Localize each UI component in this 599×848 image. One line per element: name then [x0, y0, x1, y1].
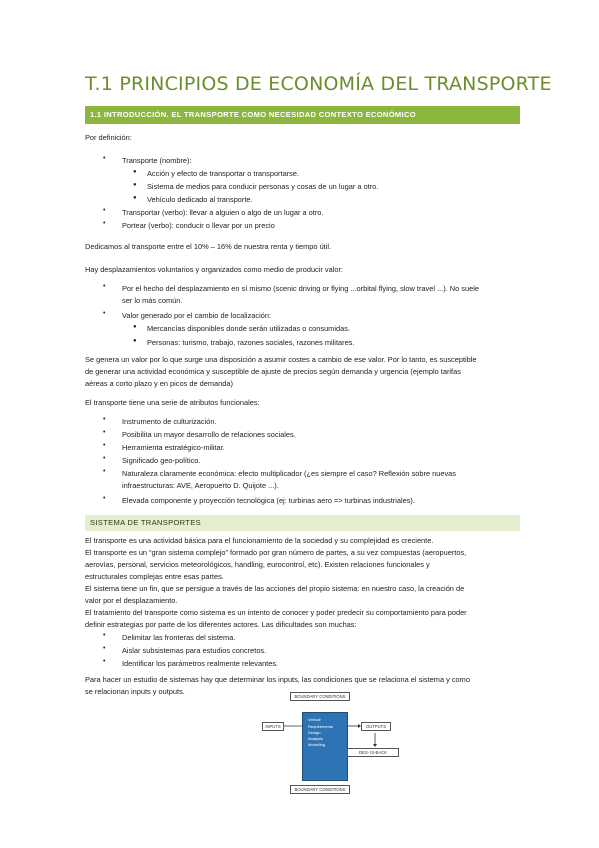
list-item: Elevada componente y proyección tecnológica (ej: turbinas aero => turbinas industriales).: [122, 496, 415, 505]
list-item: Significado geo-político.: [122, 456, 201, 465]
paragraph: valor por el desplazamiento.: [85, 596, 178, 605]
list-item: Transportar (verbo): llevar a alguien o algo de un lugar a otro.: [122, 208, 324, 217]
list-item: Personas: turismo, trabajo, razones sociales, razones militares.: [147, 338, 355, 347]
bullet-icon: ●: [133, 169, 137, 175]
bullet-icon: ●: [133, 182, 137, 188]
list-item: Acción y efecto de transportar o transportarse.: [147, 169, 299, 178]
system-item: Requirements: [308, 724, 333, 729]
bullet-icon: •: [103, 442, 106, 449]
paragraph: Dedicamos al transporte entre el 10% – 16% de nuestra renta y tiempo útil.: [85, 242, 332, 251]
system-item: Modelling: [308, 742, 326, 747]
bullet-icon: •: [103, 632, 106, 639]
bullet-icon: •: [103, 658, 106, 665]
bullet-icon: •: [103, 455, 106, 462]
page-title: T.1 PRINCIPIOS DE ECONOMÍA DEL TRANSPORTE: [85, 73, 552, 95]
paragraph: Para hacer un estudio de sistemas hay que determinar los inputs, las condiciones que se relaciona el sistema y como: [85, 675, 470, 684]
boundary-conditions-bottom: BOUNDARY CONDITIONS: [290, 785, 350, 794]
paragraph: definir estrategias por parte de los diferentes actores. Las dificultades son muchas:: [85, 620, 357, 629]
list-item: Instrumento de culturización.: [122, 417, 217, 426]
system-box: [302, 712, 348, 781]
bullet-icon: ●: [133, 195, 137, 201]
bullet-icon: •: [103, 155, 106, 162]
section-heading-introduccion: 1.1 INTRODUCCIÓN. EL TRANSPORTE COMO NECESIDAD CONTEXTO ECONÓMICO: [85, 106, 520, 124]
list-item: Transporte (nombre):: [122, 156, 192, 165]
list-item: Delimitar las fronteras del sistema.: [122, 633, 236, 642]
paragraph: El sistema tiene un fin, que se persigue a través de las acciones del propio sistema: en nuestro caso, la creación de: [85, 584, 465, 593]
list-item: Mercancías disponibles donde serán utilizadas o consumidas.: [147, 324, 350, 333]
paragraph: Hay desplazamientos voluntarios y organizados como medio de producir valor:: [85, 265, 343, 274]
bullet-icon: •: [103, 416, 106, 423]
list-item: Portear (verbo): conducir o llevar por un precio: [122, 221, 275, 230]
list-item: Identificar los parámetros realmente relevantes.: [122, 659, 279, 668]
paragraph: se relacionan inputs y outputs.: [85, 687, 185, 696]
outputs-label: OUTPUTS: [361, 722, 391, 731]
paragraph: El transporte es un “gran sistema complejo” formado por gran número de partes, a su vez compuestas (aeropuertos,: [85, 548, 467, 557]
bullet-icon: •: [103, 468, 106, 475]
paragraph: El tratamiento del transporte como sistema es un intento de conocer y poder predecir su comportamiento para poder: [85, 608, 467, 617]
inputs-label: INPUTS: [262, 722, 284, 731]
list-item: Aislar subsistemas para estudios concretos.: [122, 646, 267, 655]
bullet-icon: •: [103, 220, 106, 227]
list-item: Por el hecho del desplazamiento en sí mismo (scenic driving or flying ...orbital flying, slow travel ...). No suele: [122, 284, 479, 293]
bullet-icon: •: [103, 283, 106, 290]
list-item: Valor generado por el cambio de localización:: [122, 311, 271, 320]
system-item: Design: [308, 730, 321, 735]
bullet-icon: •: [103, 310, 106, 317]
bullet-icon: •: [103, 429, 106, 436]
system-title: Vehicle: [308, 717, 321, 722]
paragraph-definicion: Por definición:: [85, 133, 132, 142]
bullet-icon: •: [103, 207, 106, 214]
bullet-icon: •: [103, 645, 106, 652]
section-heading-sistema: SISTEMA DE TRANSPORTES: [85, 515, 520, 531]
paragraph: estructurales complejas entre esas partes.: [85, 572, 224, 581]
paragraph: Se genera un valor por lo que surge una disposición a asumir costes a cambio de ese valor. Por lo tanto, es susceptible: [85, 355, 477, 364]
feedback-arrowhead: [373, 744, 377, 747]
list-item: Posibilita un mayor desarrollo de relaciones sociales.: [122, 430, 296, 439]
paragraph: aerovías, personal, servicios meteorológicos, handling, eurocontrol, etc). Existen relaciones funcionales y: [85, 560, 430, 569]
paragraph: aéreas a corto plazo y en picos de demanda): [85, 379, 233, 388]
list-item: Sistema de medios para conducir personas y cosas de un lugar a otro.: [147, 182, 379, 191]
feedback-label: DES- IS-BACK: [347, 748, 399, 757]
bullet-icon: ●: [133, 324, 137, 330]
list-item-continuation: ser lo más común.: [122, 296, 183, 305]
boundary-conditions-top: BOUNDARY CONDITIONS: [290, 692, 350, 701]
paragraph: El transporte tiene una serie de atributos funcionales:: [85, 398, 260, 407]
system-diagram: [262, 692, 422, 810]
list-item: Naturaleza claramente económica: efecto multiplicador (¿es siempre el caso? Reflexión sobre nuevas: [122, 469, 456, 478]
list-item-continuation: infraestructuras: AVE, Aeropuerto D. Quijote ...).: [122, 481, 279, 490]
list-item: Herramienta estratégico-militar.: [122, 443, 225, 452]
bullet-icon: •: [103, 495, 106, 502]
list-item: Vehículo dedicado al transporte.: [147, 195, 253, 204]
system-item: Analysis: [308, 736, 323, 741]
paragraph: de generar una actividad económica y susceptible de ajuste de precios según demanda y urgencia (ejemplo tarifas: [85, 367, 461, 376]
paragraph: El transporte es una actividad básica para el funcionamiento de la sociedad y su complejidad es creciente.: [85, 536, 434, 545]
bullet-icon: ●: [133, 338, 137, 344]
